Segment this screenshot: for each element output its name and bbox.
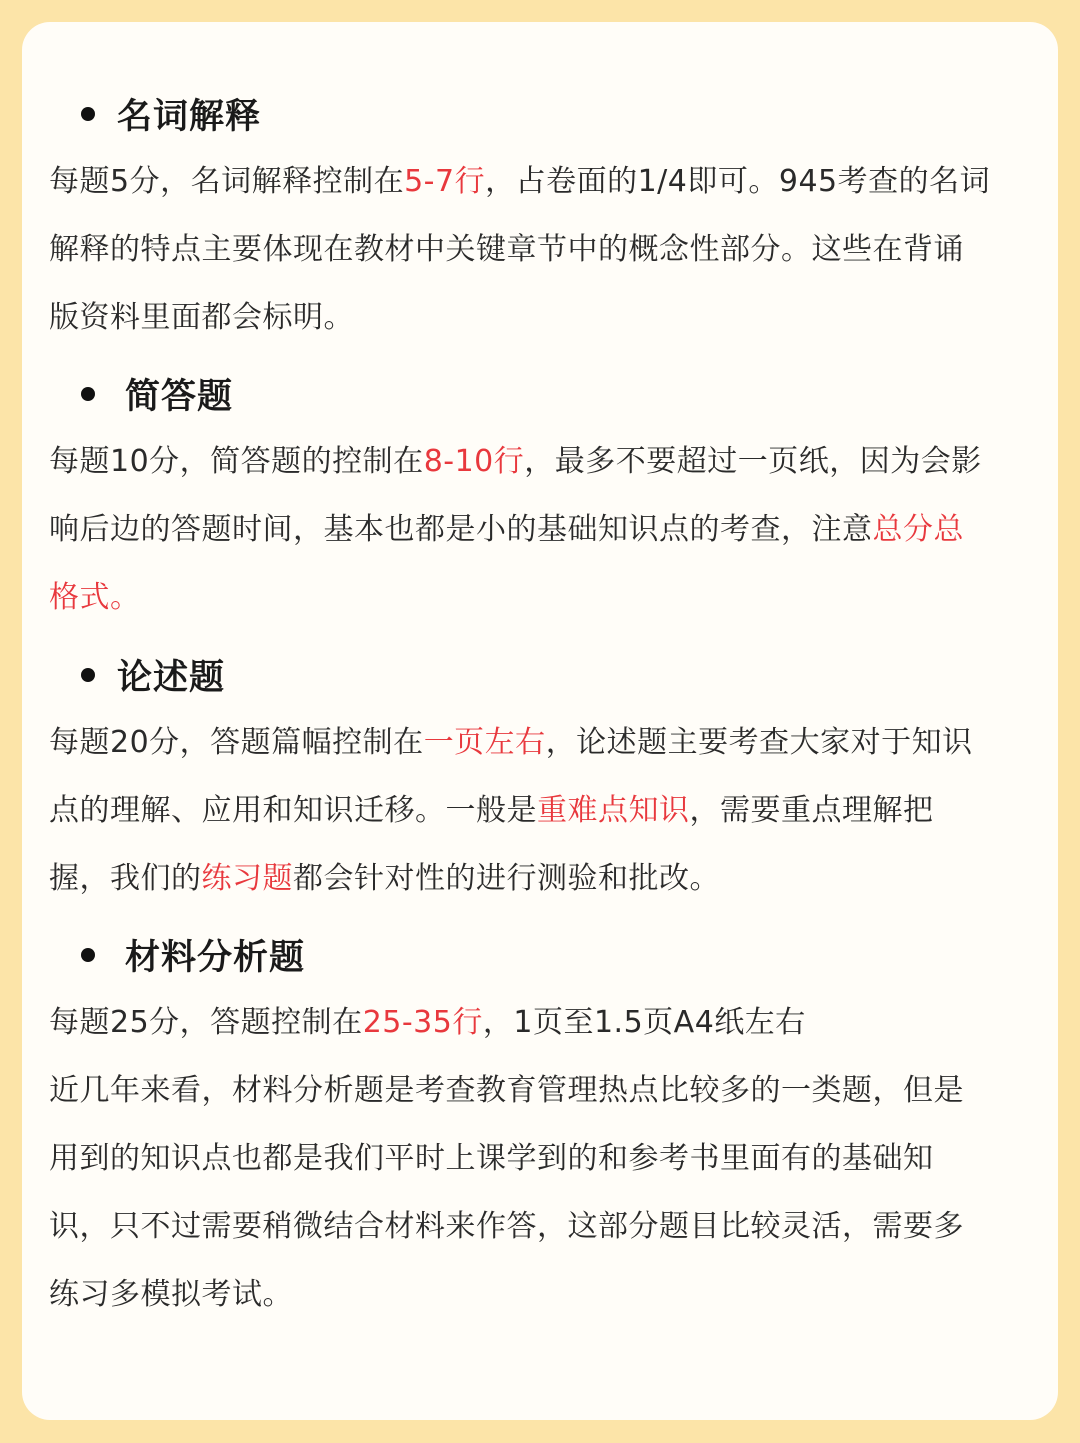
bullet-icon — [81, 948, 95, 962]
section-title: 论述题 — [117, 658, 226, 698]
highlighted-text: 练习题 — [201, 861, 293, 896]
body-text: 每题20分，答题篇幅控制在 — [49, 725, 424, 760]
paragraph-line — [49, 148, 1032, 216]
section-heading — [49, 641, 1032, 709]
body-text: ，占卷面的1/4即可。945考查的名词 — [485, 164, 991, 199]
paragraph-line — [49, 1057, 1032, 1125]
section-title: 材料分析题 — [125, 938, 306, 978]
content-card — [22, 22, 1058, 1420]
section-material-analysis — [49, 921, 1032, 1329]
body-text: 每题10分，简答题的控制在 — [49, 444, 424, 479]
paragraph-line — [49, 1193, 1032, 1261]
body-text: 每题5分，名词解释控制在 — [49, 164, 405, 199]
section-title: 简答题 — [125, 377, 234, 417]
body-text: 用到的知识点也都是我们平时上课学到的和参考书里面有的基础知 — [49, 1141, 934, 1176]
highlighted-text: 8-10行 — [423, 444, 525, 479]
body-text: ，最多不要超过一页纸，因为会影 — [524, 444, 982, 479]
paragraph-line — [49, 564, 1032, 632]
paragraph-line — [49, 1125, 1032, 1193]
paragraph-line — [49, 989, 1032, 1057]
paragraph-line — [49, 1261, 1032, 1329]
highlighted-text: 总分总 — [872, 512, 964, 547]
bullet-icon — [81, 387, 95, 401]
paragraph-line — [49, 496, 1032, 564]
paragraph-line — [49, 216, 1032, 284]
body-text: ，需要重点理解把 — [689, 793, 934, 828]
body-text: 解释的特点主要体现在教材中关键章节中的概念性部分。这些在背诵 — [49, 232, 964, 267]
paragraph-line — [49, 845, 1032, 913]
body-text: 版资料里面都会标明。 — [49, 300, 354, 335]
body-text: ，1页至1.5页A4纸左右 — [482, 1005, 806, 1040]
section-title: 名词解释 — [117, 97, 262, 137]
body-text: 每题25分，答题控制在 — [49, 1005, 363, 1040]
body-text: 响后边的答题时间，基本也都是小的基础知识点的考查，注意 — [49, 512, 873, 547]
body-text: ，论述题主要考查大家对于知识 — [545, 725, 973, 760]
body-text: 都会针对性的进行测验和批改。 — [293, 861, 720, 896]
paragraph-line — [49, 777, 1032, 845]
section-heading — [49, 360, 1032, 428]
paragraph-line — [49, 709, 1032, 777]
body-text: 近几年来看，材料分析题是考查教育管理热点比较多的一类题，但是 — [49, 1073, 964, 1108]
section-essay — [49, 641, 1032, 913]
highlighted-text: 25-35行 — [362, 1005, 483, 1040]
body-text: 握，我们的 — [49, 861, 202, 896]
section-heading — [49, 921, 1032, 989]
highlighted-text: 一页左右 — [423, 725, 546, 760]
body-text: 练习多模拟考试。 — [49, 1277, 293, 1312]
bullet-icon — [81, 107, 95, 121]
highlighted-text: 5-7行 — [404, 164, 486, 199]
highlighted-text: 格式。 — [49, 580, 141, 615]
body-text: 识，只不过需要稍微结合材料来作答，这部分题目比较灵活，需要多 — [49, 1209, 964, 1244]
body-text: 点的理解、应用和知识迁移。一般是 — [49, 793, 537, 828]
paragraph-line — [49, 428, 1032, 496]
section-heading — [49, 80, 1032, 148]
section-term-explanation — [49, 80, 1032, 352]
bullet-icon — [81, 668, 95, 682]
paragraph-line — [49, 284, 1032, 352]
highlighted-text: 重难点知识 — [537, 793, 690, 828]
section-short-answer — [49, 360, 1032, 632]
